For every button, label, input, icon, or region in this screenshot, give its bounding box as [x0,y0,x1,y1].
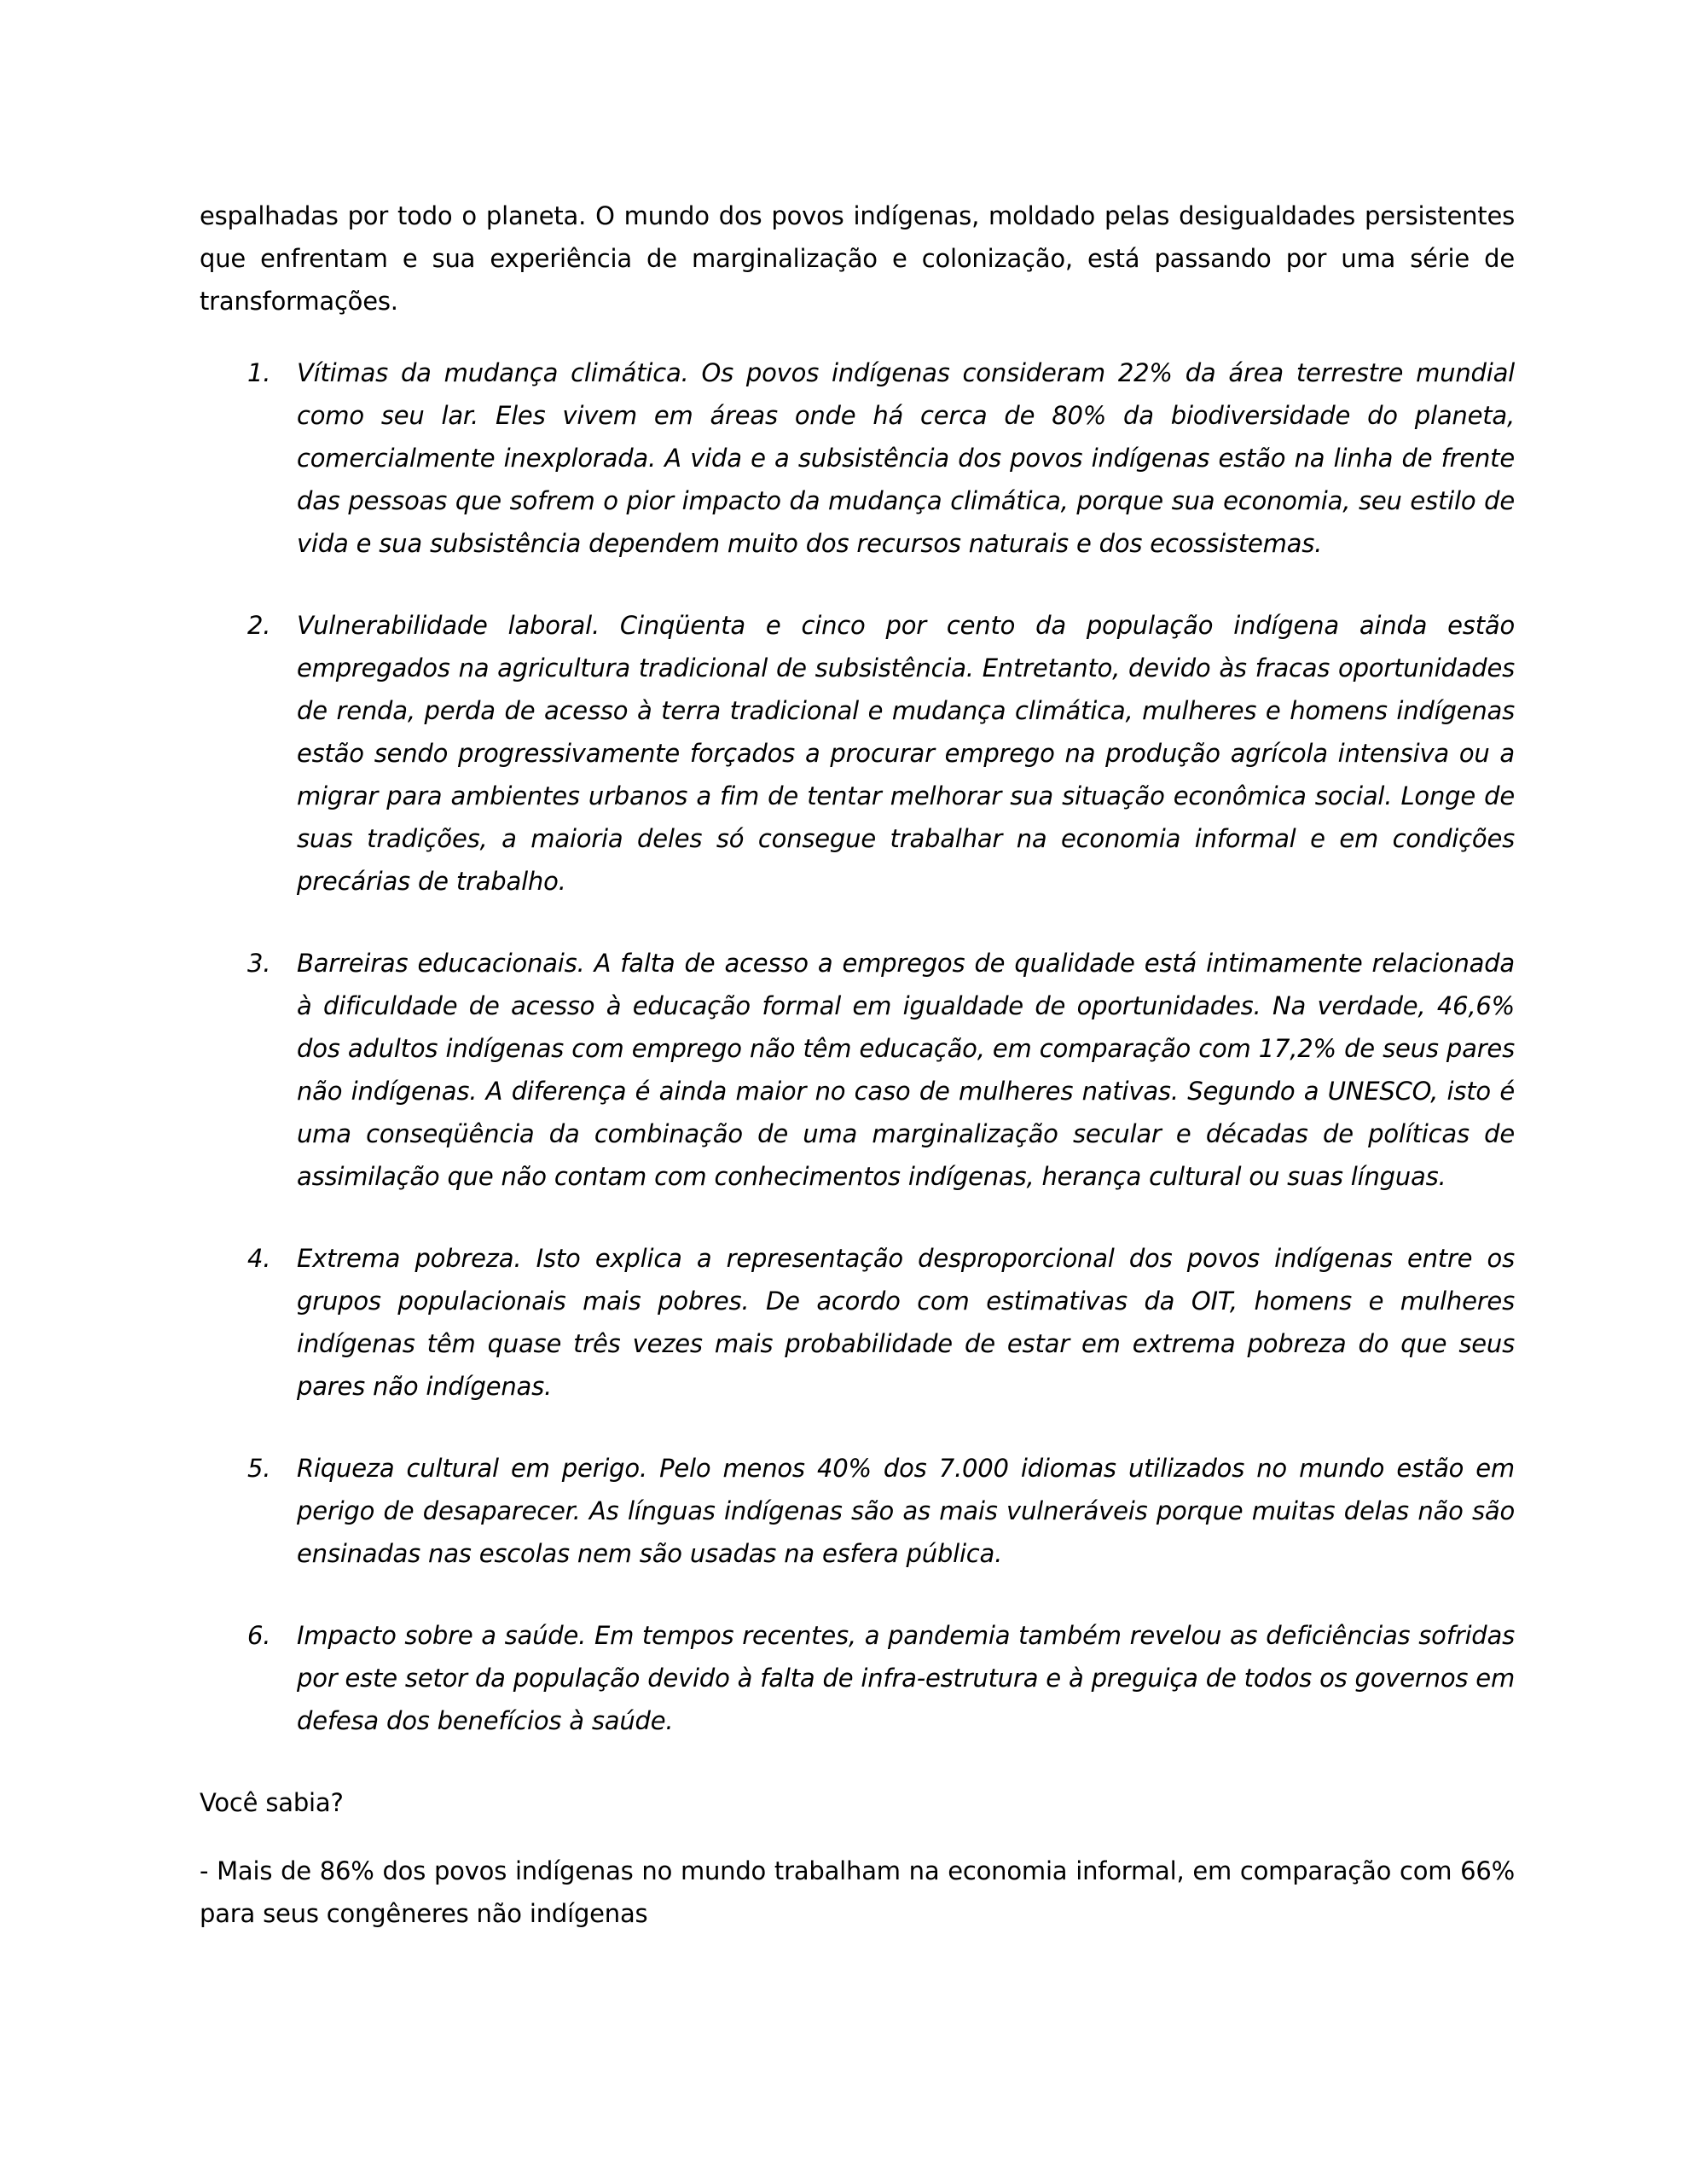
list-item [200,604,1515,903]
list-item-number: 5. [247,1454,271,1483]
list-item [200,1614,1515,1742]
list-item-text: Vítimas da mudança climática. Os povos indígenas consideram 22% da área terrestre mundial como seu lar. Eles vivem em áreas onde há cerca de 80% da biodiversidade do planeta, comercialmente inexplorada. A vida e a subsistência dos povos indígenas estão na linha de frente das pessoas que sofrem o pior impacto da mudança climática, porque sua economia, seu estilo de vida e sua subsistência dependem muito dos recursos naturais e dos ecossistemas. [297,358,1515,558]
list-item [200,1237,1515,1408]
list-item-text: Extrema pobreza. Isto explica a representação desproporcional dos povos indígenas entre os grupos populacionais mais pobres. De acordo com estimativas da OIT, homens e mulheres indígenas têm quase três vezes mais probabilidade de estar em extrema pobreza do que seus pares não indígenas. [297,1244,1515,1401]
list-item-number: 3. [247,949,271,978]
list-item [200,942,1515,1198]
fact-paragraph: - Mais de 86% dos povos indígenas no mundo trabalham na economia informal, em comparação com 66% para seus congêneres não indígenas [200,1856,1515,1928]
list-item-text: Impacto sobre a saúde. Em tempos recentes, a pandemia também revelou as deficiências sofridas por este setor da população devido à falta de infra-estrutura e à preguiça de todos os governos em defesa dos benefícios à saúde. [297,1621,1515,1735]
list-item [200,1447,1515,1575]
list-item-number: 6. [247,1621,271,1650]
list-item-text: Riqueza cultural em perigo. Pelo menos 40% dos 7.000 idiomas utilizados no mundo estão em perigo de desaparecer. As línguas indígenas são as mais vulneráveis porque muitas delas não são ensinadas nas escolas nem são usadas na esfera pública. [297,1454,1515,1568]
list-item-number: 4. [247,1244,271,1273]
list-item-number: 2. [247,611,271,640]
list-item-text: Vulnerabilidade laboral. Cinqüenta e cinco por cento da população indígena ainda estão empregados na agricultura tradicional de subsistência. Entretanto, devido às fracas oportunidades de renda, perda de acesso à terra tradicional e mudança climática, mulheres e homens indígenas estão sendo progressivamente forçados a procurar emprego na produção agrícola intensiva ou a migrar para ambientes urbanos a fim de tentar melhorar sua situação econômica social. Longe de suas tradições, a maioria deles só consegue trabalhar na economia informal e em condições precárias de trabalho. [297,611,1515,896]
list-item-number: 1. [247,358,271,387]
list-item-text: Barreiras educacionais. A falta de acesso a empregos de qualidade está intimamente relacionada à dificuldade de acesso à educação formal em igualdade de oportunidades. Na verdade, 46,6% dos adultos indígenas com emprego não têm educação, em comparação com 17,2% de seus pares não indígenas. A diferença é ainda maior no caso de mulheres nativas. Segundo a UNESCO, isto é uma conseqüência da combinação de uma marginalização secular e décadas de políticas de assimilação que não contam com conhecimentos indígenas, herança cultural ou suas línguas. [297,949,1515,1191]
numbered-list [200,351,1515,1742]
list-item [200,351,1515,565]
question-heading: Você sabia? [200,1788,344,1817]
intro-paragraph: espalhadas por todo o planeta. O mundo dos povos indígenas, moldado pelas desigualdades persistentes que enfrentam e sua experiência de marginalização e colonização, está passando por uma série de transformações. [200,201,1515,316]
